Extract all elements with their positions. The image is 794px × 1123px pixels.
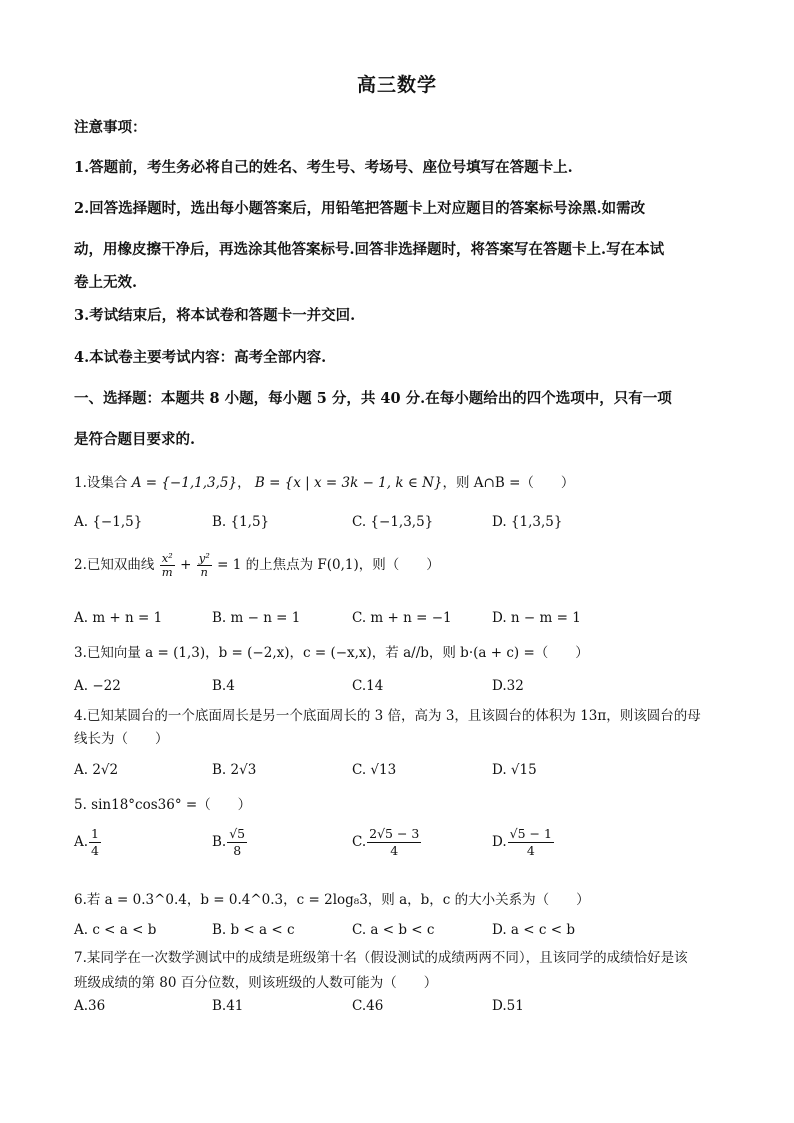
question-5-option-b: B. $\frac{√5}{8}$ bbox=[212, 826, 246, 858]
question-2-option-d: D. n − m = 1 bbox=[492, 610, 581, 626]
section-heading-line-2: 是符合题目要求的. bbox=[74, 431, 196, 448]
question-2-fraction-y: $\frac{\text{y²}}{n}$ bbox=[198, 551, 210, 579]
note-3: 3.考试结束后，将本试卷和答题卡一并交回. bbox=[74, 307, 356, 324]
note-1: 1.答题前，考生务必将自己的姓名、考生号、考场号、座位号填写在答题卡上. bbox=[74, 159, 573, 176]
question-3-option-b: B.4 bbox=[212, 678, 235, 694]
question-1-set-a: A = {−1,1,3,5} bbox=[131, 475, 238, 491]
question-2 bbox=[74, 552, 440, 579]
question-3-option-d: D.32 bbox=[492, 678, 524, 694]
question-5: 5. sin18°cos36° =（ ） bbox=[74, 797, 252, 813]
note-2-line-2: 动，用橡皮擦干净后，再选涂其他答案标号.回答非选择题时，将答案写在答题卡上.写在本试 bbox=[74, 241, 665, 258]
question-7-option-d: D.51 bbox=[492, 998, 524, 1014]
question-7-option-c: C.46 bbox=[352, 998, 384, 1014]
question-3-option-a: A. −22 bbox=[74, 678, 121, 694]
question-2-plus: + bbox=[180, 557, 192, 573]
question-1-option-d: D. {1,3,5} bbox=[492, 514, 563, 530]
question-1-separator: ， bbox=[237, 475, 251, 491]
question-6-option-b: B. b < a < c bbox=[212, 922, 295, 938]
question-7-line-2: 班级成绩的第 80 百分位数，则该班级的人数可能为（ ） bbox=[74, 975, 438, 991]
question-6: 6.若 a = 0.3^0.4，b = 0.4^0.3，c = 2log₈3，则 a，b，c 的大小关系为（ ） bbox=[74, 892, 590, 908]
question-6-option-a: A. c < a < b bbox=[74, 922, 157, 938]
question-6-option-d: D. a < c < b bbox=[492, 922, 575, 938]
note-4: 4.本试卷主要考试内容：高考全部内容. bbox=[74, 349, 327, 366]
note-2-line-3: 卷上无效. bbox=[74, 274, 138, 291]
question-2-option-c: C. m + n = −1 bbox=[352, 610, 452, 626]
question-4-option-c: C. √13 bbox=[352, 762, 397, 778]
question-4-line-2: 线长为（ ） bbox=[74, 731, 169, 747]
question-2-rest: = 1 的上焦点为 F(0,1)，则（ ） bbox=[217, 557, 440, 573]
question-6-option-c: C. a < b < c bbox=[352, 922, 435, 938]
question-1-set-b: B = {x | x = 3k − 1, k ∈ N} bbox=[254, 475, 443, 491]
section-heading-line-1: 一、选择题：本题共 8 小题，每小题 5 分，共 40 分.在每小题给出的四个选项中，只有一项 bbox=[74, 390, 672, 407]
notes-heading: 注意事项： bbox=[74, 119, 147, 136]
question-7-option-a: A.36 bbox=[74, 998, 106, 1014]
page-title: 高三数学 bbox=[356, 74, 437, 96]
question-1-option-b: B. {1,5} bbox=[212, 514, 270, 530]
note-2-line-1: 2.回答选择题时，选出每小题答案后，用铅笔把答题卡上对应题目的答案标号涂黑.如需改 bbox=[74, 200, 646, 217]
question-5-option-a: A. $\frac{1}{4}$ bbox=[74, 826, 99, 858]
question-5-option-c: C. $\frac{2√5 - 3}{4}$ bbox=[352, 826, 420, 858]
question-1-ask: ，则 A∩B =（ ） bbox=[442, 475, 575, 491]
question-2-option-a: A. m + n = 1 bbox=[74, 610, 163, 626]
question-5-option-d: D. $\frac{√5 - 1}{4}$ bbox=[492, 826, 552, 858]
question-2-prefix: 2.已知双曲线 bbox=[74, 557, 155, 573]
question-3-option-c: C.14 bbox=[352, 678, 384, 694]
question-4-line-1: 4.已知某圆台的一个底面周长是另一个底面周长的 3 倍，高为 3，且该圆台的体积为 13π，则该圆台的母 bbox=[74, 708, 701, 724]
question-1-prefix: 1.设集合 bbox=[74, 475, 128, 491]
question-1-option-c: C. {−1,3,5} bbox=[352, 514, 434, 530]
question-2-fraction-x: $\frac{\text{x²}}{m}$ bbox=[161, 551, 173, 579]
question-4-option-a: A. 2√2 bbox=[74, 762, 119, 778]
question-2-option-b: B. m − n = 1 bbox=[212, 610, 301, 626]
question-4-option-d: D. √15 bbox=[492, 762, 537, 778]
question-3: 3.已知向量 a = (1,3)，b = (−2,x)，c = (−x,x)，若 a//b，则 b·(a + c) =（ ） bbox=[74, 645, 589, 661]
question-7-option-b: B.41 bbox=[212, 998, 244, 1014]
question-4-option-b: B. 2√3 bbox=[212, 762, 257, 778]
question-7-line-1: 7.某同学在一次数学测试中的成绩是班级第十名（假设测试的成绩两两不同），且该同学的成绩恰好是该 bbox=[74, 950, 688, 966]
question-1-option-a: A. {−1,5} bbox=[74, 514, 143, 530]
question-1 bbox=[74, 471, 574, 491]
